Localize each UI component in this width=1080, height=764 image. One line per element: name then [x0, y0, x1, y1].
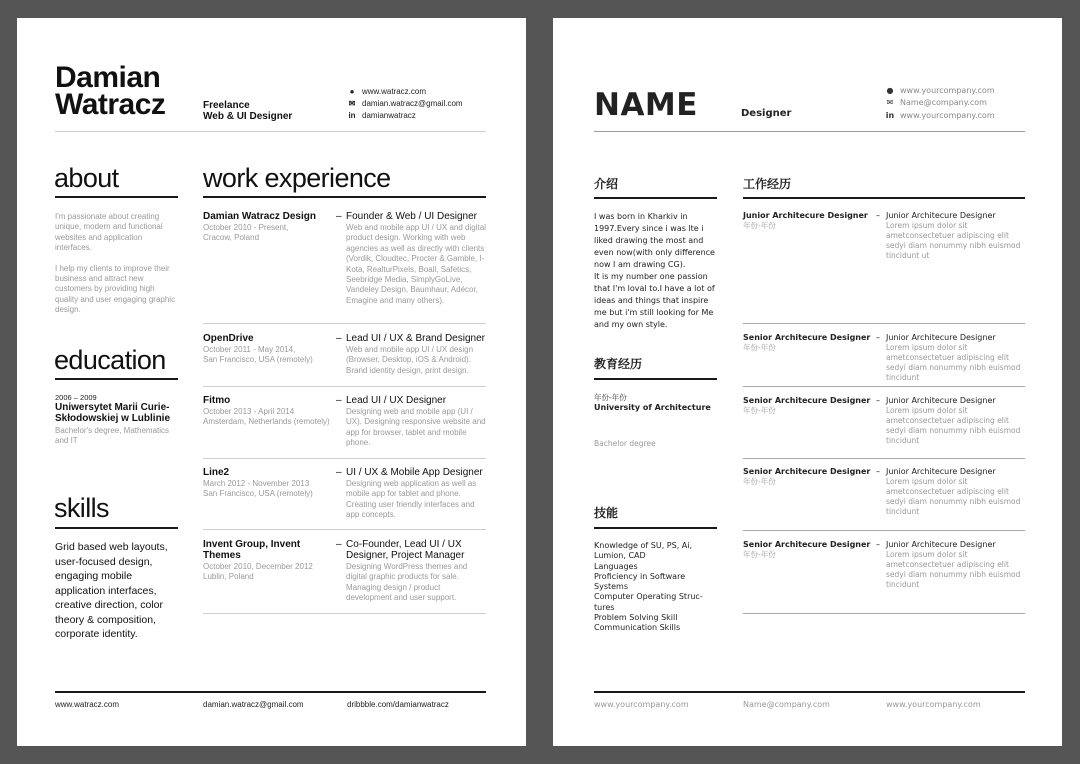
globe-icon: ● — [886, 85, 894, 95]
job-divider — [203, 458, 486, 459]
contact-website[interactable]: ● www.watracz.com — [347, 85, 463, 97]
globe-icon: ● — [349, 86, 355, 96]
education-heading: education — [54, 345, 166, 375]
job-divider — [743, 613, 1025, 614]
about-underline — [55, 196, 178, 198]
resume-role: Designer — [741, 108, 792, 119]
work-underline — [743, 197, 1025, 199]
resume-page-template: NAME Designer ● www.yourcompany.com ✉ Name@company.com in www.yourcompany.com 介绍 I was born in Kharkiv in 1997.Every since i was lte i liked drawing the most and even now(with only difference now I am drawing CG). It is my number one passion that I'm loval to.I have a lot of ideas and things that inspire me but i'm still looking for Me and my own style. 教育经历 年份-年份 University of Architecture Bachelor degree 技能 Knowledge of SU, PS, Ai, Lumion, CAD Languages Proficiency in Software Systems Computer Operating Struc- tures Problem Solving Skill Communication Skills 工作经历 Junior Architecure Designer 年份-年份 – Junior Architecure Designer Lorem ipsum dolor sit ametconsectetuer adipiscing elit sedyi diam nonummy nibh euismod tincidunt ut Senior Architecure Designer 年份-年份 – Junior Architecure Designer Lorem ipsum dolor sit ametconsectetuer adipiscing elit sedyi diam nonummy nibh euismod tincidunt Senior Architecure Designer 年份-年份 – Junior Architecure Designer Lorem ipsum dolor sit ametconsectetuer adipiscing elit sedyi diam nonummy nibh euismod tincidunt Senior Architecure Designer 年份-年份 – Junior Architecure Designer Lorem ipsum dolor sit ametconsectetuer adipiscing elit sedyi diam nonummy nibh euismod tincidunt Senior Architecure Designer 年份-年份 – Junior Architecure Designer Lorem ipsum dolor sit ametconsectetuer adipiscing elit sedyi diam nonummy nibh euismod tincidunt www.yourcompany.com Name@company.com www.yourcompany.com — [553, 18, 1062, 746]
about-heading: about — [54, 163, 119, 193]
footer-dribbble[interactable]: dribbble.com/damianwatracz — [347, 700, 449, 709]
contact-linkedin[interactable]: in damianwatracz — [348, 110, 416, 120]
skills-text: Knowledge of SU, PS, Ai, Lumion, CAD Languages Proficiency in Software Systems Computer Operating Struc- tures Problem Solving Skill Communication Skills — [594, 541, 703, 633]
work-heading: work experience — [203, 163, 391, 193]
resume-role: Freelance Web & UI Designer — [203, 100, 293, 122]
resume-name: NAME — [594, 87, 698, 123]
about-text: I'm passionate about creating unique, modern and functional websites and application interfaces. I help my clients to improve their business and attract new customers by providing high quality and user engaging graphic design. — [55, 212, 176, 315]
intro-underline — [594, 197, 717, 199]
footer-website[interactable]: www.watracz.com — [55, 700, 120, 709]
education-underline — [594, 378, 717, 380]
job-divider — [743, 386, 1025, 387]
contact-email[interactable]: ✉ Name@company.com — [886, 98, 987, 108]
job-divider — [203, 323, 486, 324]
skills-underline — [55, 527, 178, 529]
footer-divider — [55, 691, 486, 693]
resume-name: Damian Watracz — [55, 61, 166, 121]
footer-email[interactable]: Name@company.com — [743, 700, 830, 709]
header-divider — [55, 131, 486, 132]
mail-icon: ✉ — [348, 98, 356, 108]
skills-heading: 技能 — [594, 506, 619, 520]
work-heading: 工作经历 — [743, 177, 792, 191]
skills-heading: skills — [54, 493, 109, 523]
job-divider — [743, 458, 1025, 459]
job-divider — [203, 529, 486, 530]
intro-text: I was born in Kharkiv in 1997.Every since i was lte i liked drawing the most and even now(with only difference now I am drawing CG). It is my number one passion that I'm loval to.I have a lot of ideas and things that inspire me but i'm still looking for Me and my own style. — [594, 212, 715, 329]
intro-heading: 介绍 — [594, 177, 619, 191]
footer-website[interactable]: www.yourcompany.com — [594, 700, 689, 709]
education-entry: 年份-年份 University of Architecture Bachelor degree — [594, 393, 711, 448]
skills-text: Grid based web layouts, user-focused design, engaging mobile application interfaces, creative direction, color theory & composition, corporate identity. — [55, 541, 168, 640]
contact-list — [347, 85, 463, 121]
contact-linkedin[interactable]: in www.yourcompany.com — [885, 110, 995, 120]
footer-website-2[interactable]: www.yourcompany.com — [886, 700, 981, 709]
linkedin-icon: in — [348, 110, 356, 120]
linkedin-icon: in — [885, 110, 895, 120]
education-entry: 2006 – 2009 Uniwersytet Marii Curie-Skłodowskiej w Lublinie Bachelor's degree, Mathematics and IT — [55, 393, 171, 446]
resume-page-damian: Damian Watracz Freelance Web & UI Designer ● www.watracz.com ✉ damian.watracz@gmail.com in damianwatracz about I'm passionate about creating unique, modern and functional websites and application interfaces. I help my clients to improve their business and attract new customers by providing high quality and user engaging graphic design. education 2006 – 2009 Uniwersytet Marii Curie-Skłodowskiej w Lublinie Bachelor's degree, Mathematics and IT skills Grid based web layouts, user-focused design, engaging mobile application interfaces, creative direction, color theory & composition, corporate identity. work experience Damian Watracz Design October 2010 - Present, Cracow, Poland – Founder & Web / UI Designer Web and mobile app UI / UX and digital product design. Working with web agencies as well as directly with clients (Vordik, Cloudtec, Procter & Gamble, I-Kota, RealturPixels, Boall, Safetics, Seebridge Media, SimplyGoLive, Vandeley Design, Baumhaur, Adécor, Emagine and many others). OpenDrive October 2011 - May 2014, San Francisco, USA (remotely) – Lead UI / UX & Brand Designer Web and mobile app UI / UX design (Browser, Desktop, iOS & Android). Brand identity design, print design. Fitmo October 2013 - April 2014 Amsterdam, Netherlands (remotely) – Lead UI / UX Designer Designing web and mobile app (UI / UX). Designing responsive website and app for browser, tablet and mobile phone. Line2 March 2012 - November 2013 San Francisco, USA (remotely) – UI / UX & Mobile App Designer Designing web application as well as mobile app for tablet and phone. Creating user friendly interfaces and app concepts. Invent Group, Invent Themes October 2010, December 2012 Lublin, Poland – Co-Founder, Lead UI / UX Designer, Project Manager Designing WordPress themes and digital graphic products for sale. Managing design / product development and user support. www.watracz.com damian.watracz@gmail.com dribbble.com/damianwatracz — [17, 18, 526, 746]
education-underline — [55, 378, 178, 380]
header-divider — [594, 131, 1025, 132]
job-divider — [203, 386, 486, 387]
work-underline — [203, 196, 486, 198]
contact-email[interactable]: ✉ damian.watracz@gmail.com — [348, 98, 463, 108]
footer-divider — [594, 691, 1025, 693]
job-divider — [743, 530, 1025, 531]
job-divider — [203, 613, 486, 614]
contact-website[interactable]: ● www.yourcompany.com — [886, 85, 995, 95]
skills-underline — [594, 527, 717, 529]
footer-email[interactable]: damian.watracz@gmail.com — [203, 700, 304, 709]
education-heading: 教育经历 — [594, 357, 643, 371]
job-divider — [743, 323, 1025, 324]
mail-icon: ✉ — [886, 98, 894, 108]
contact-list — [885, 84, 995, 122]
